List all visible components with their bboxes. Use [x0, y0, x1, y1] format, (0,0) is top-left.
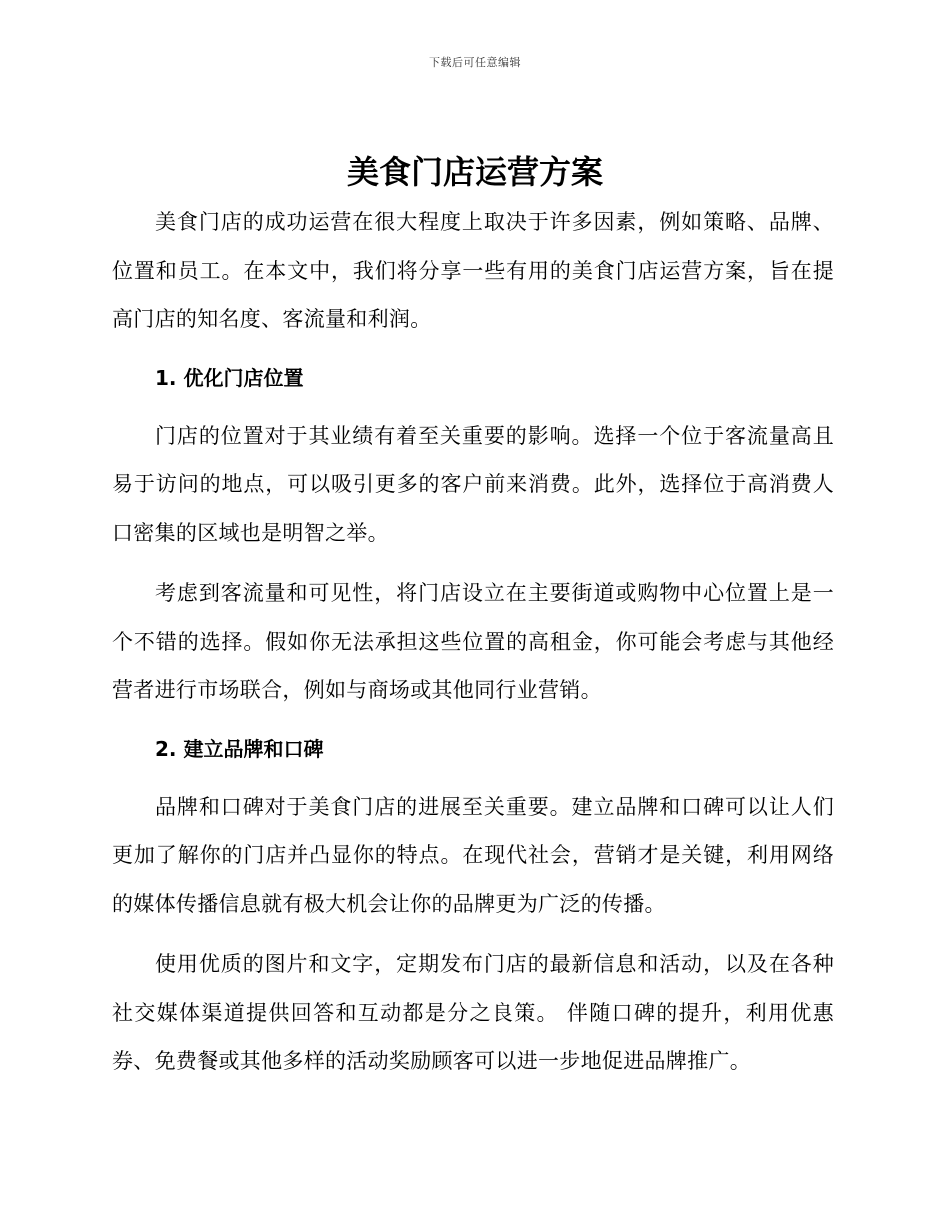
page-title: 美食门店运营方案	[346, 153, 603, 191]
section-2-paragraph-1: 品牌和口碑对于美食门店的进展至关重要。建立品牌和口碑可以让人们更加了解你的门店并凸显你的特点。在现代社会，营销才是关键，利用网络的媒体传播信息就有极大机会让你的品牌更为广泛的传播。	[112, 794, 834, 916]
section-heading-brand: 2. 建立品牌和口碑	[155, 736, 324, 761]
header-note: 下载后可任意编辑	[429, 56, 521, 69]
section-2-paragraph-2: 使用优质的图片和文字，定期发布门店的最新信息和活动，以及在各种社交媒体渠道提供回答和互动都是分之良策。 伴随口碑的提升，利用优惠券、免费餐或其他多样的活动奖励顾客可以进一步地促进品牌推广。	[112, 952, 834, 1073]
section-1-paragraph-2: 考虑到客流量和可见性，将门店设立在主要街道或购物中心位置上是一个不错的选择。假如你无法承担这些位置的高租金，你可能会考虑与其他经营者进行市场联合，例如与商场或其他同行业营销。	[112, 581, 834, 702]
document-body	[112, 198, 834, 1086]
intro-paragraph: 美食门店的成功运营在很大程度上取决于许多因素，例如策略、品牌、位置和员工。在本文中，我们将分享一些有用的美食门店运营方案，旨在提高门店的知名度、客流量和利润。	[112, 210, 834, 331]
section-1-paragraph-1: 门店的位置对于其业绩有着至关重要的影响。选择一个位于客流量高且易于访问的地点，可以吸引更多的客户前来消费。此外，选择位于高消费人口密集的区域也是明智之举。	[112, 423, 834, 545]
section-heading-location: 1. 优化门店位置	[155, 365, 304, 390]
